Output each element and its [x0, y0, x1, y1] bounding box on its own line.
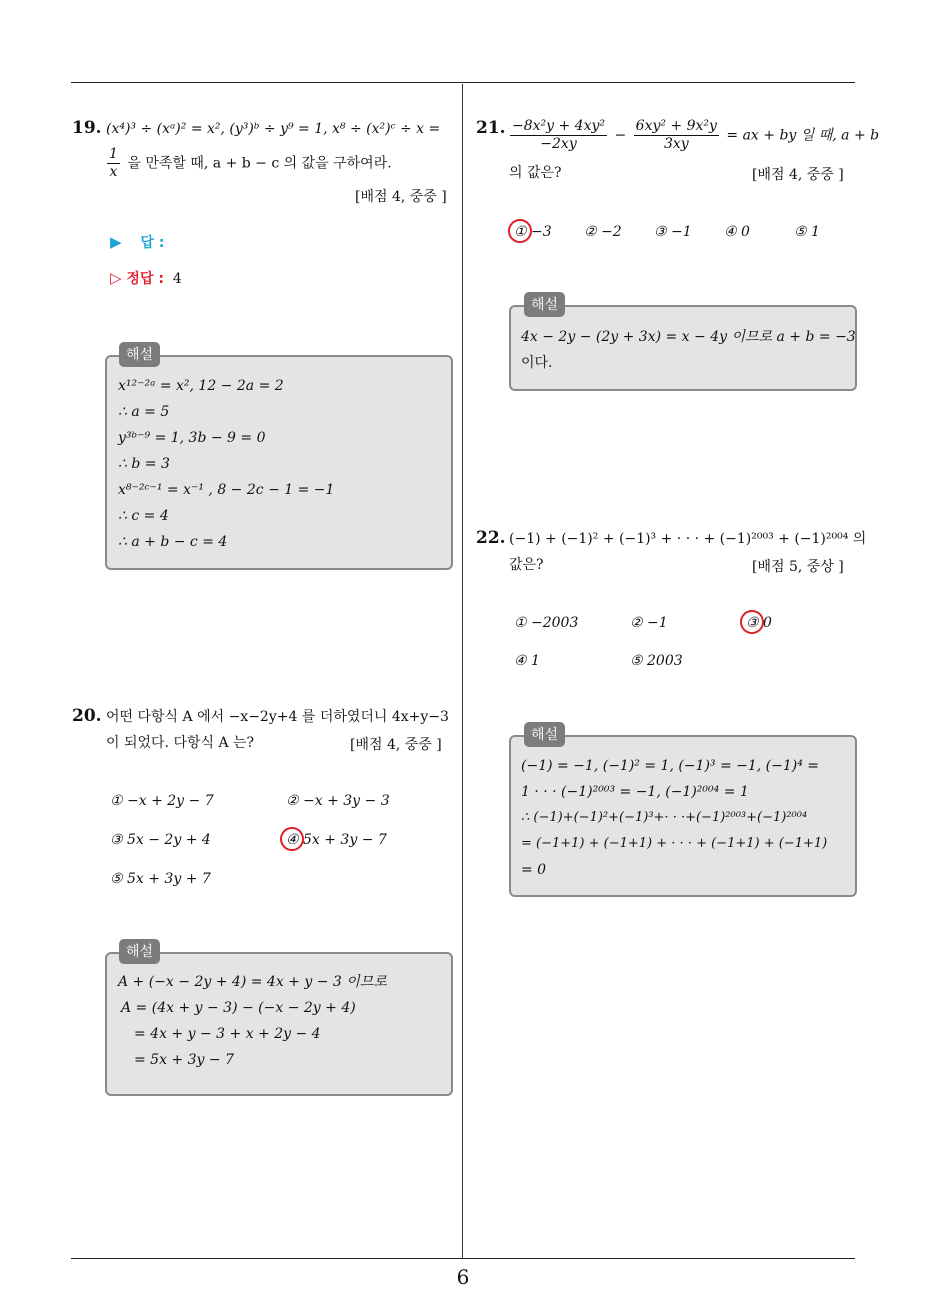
q22-line1: (−1) + (−1)² + (−1)³ + · · · + (−1)²⁰⁰³ + (−1)²⁰⁰⁴ 의: [509, 531, 867, 547]
q22-answer-mark: [738, 608, 766, 636]
q19-correct-label: 정답 :: [126, 271, 164, 287]
q20-answer-mark: [278, 825, 306, 853]
q20-choice-1[interactable]: ① −x + 2y − 7: [110, 793, 214, 809]
q21-line2: 의 값은?: [509, 165, 562, 181]
q19-line2-text: 을 만족할 때, a + b − c 의 값을 구하여라.: [127, 155, 392, 172]
q19-answer-label: 답 :: [140, 235, 165, 251]
q20-line1: 어떤 다항식 A 에서 −x−2y+4 를 더하였더니 4x+y−3: [106, 709, 449, 725]
q22-sol-2: 1 · · · (−1)²⁰⁰³ = −1, (−1)²⁰⁰⁴ = 1: [521, 784, 749, 800]
q21-tail: = ax + by 일 때, a + b: [726, 127, 880, 144]
q19-frac-den: x: [109, 164, 118, 180]
q19-meta: [배점 4, 중중 ]: [355, 189, 447, 205]
q21-choice-4[interactable]: ④ 0: [724, 224, 750, 240]
q19-sol-2: ∴ a = 5: [118, 404, 170, 420]
q22-choice-3[interactable]: ③ 0: [746, 615, 772, 631]
q22-choice-2[interactable]: ② −1: [630, 615, 668, 631]
q19-sol-6: ∴ c = 4: [118, 508, 169, 524]
page-number: 6: [456, 1265, 470, 1289]
q21-frac1-den: −2xy: [540, 136, 577, 152]
q22-choice-5[interactable]: ⑤ 2003: [630, 653, 683, 669]
q19-line1: (x⁴)³ ÷ (xᵃ)² = x², (y³)ᵇ ÷ y⁹ = 1, x⁸ ÷ (x²)ᶜ ÷ x =: [106, 121, 441, 137]
q21-line1: [507, 118, 879, 153]
q21-number: 21.: [476, 118, 506, 138]
q19-answer-row: [110, 232, 164, 252]
q21-frac1-num: −8x²y + 4xy²: [512, 118, 606, 134]
q19-number: 19.: [72, 118, 102, 138]
q22-number: 22.: [476, 528, 506, 548]
q19-sol-7: ∴ a + b − c = 4: [118, 534, 228, 550]
q21-solution-tag: 해설: [524, 292, 565, 317]
play-outline-icon: ▷: [110, 269, 122, 287]
q22-solution-tag: 해설: [524, 722, 565, 747]
q19-sol-4: ∴ b = 3: [118, 456, 170, 472]
q20-line2: 이 되었다. 다항식 A 는?: [106, 735, 255, 751]
q21-sol-2: 이다.: [521, 355, 553, 371]
q22-sol-3: ∴ (−1)+(−1)²+(−1)³+· · ·+(−1)²⁰⁰³+(−1)²⁰⁰⁴: [521, 810, 808, 825]
q22-sol-1: (−1) = −1, (−1)² = 1, (−1)³ = −1, (−1)⁴ =: [521, 758, 820, 774]
q21-answer-mark: [506, 217, 534, 245]
q19-fraction: [107, 146, 120, 181]
play-icon: ▶: [110, 233, 122, 251]
q21-fraction-1: [510, 118, 607, 153]
q20-number: 20.: [72, 706, 102, 726]
column-divider: [462, 84, 463, 1258]
q21-minus: −: [614, 127, 627, 144]
q19-sol-1: x¹²⁻²ᵃ = x², 12 − 2a = 2: [118, 378, 284, 394]
q19-correct-value: 4: [172, 271, 182, 287]
q20-solution-tag: 해설: [119, 939, 160, 964]
top-rule: [71, 82, 855, 83]
q22-sol-5: = 0: [521, 862, 547, 878]
q21-sol-1: 4x − 2y − (2y + 3x) = x − 4y 이므로 a + b = −3: [521, 329, 856, 345]
q20-choice-3[interactable]: ③ 5x − 2y + 4: [110, 832, 211, 848]
q21-choice-2[interactable]: ② −2: [584, 224, 622, 240]
bottom-rule: [71, 1258, 855, 1259]
q19-sol-3: y³ᵇ⁻⁹ = 1, 3b − 9 = 0: [118, 430, 266, 446]
q21-choice-3[interactable]: ③ −1: [654, 224, 692, 240]
q21-choice-1[interactable]: ① −3: [514, 224, 552, 240]
q21-meta: [배점 4, 중중 ]: [752, 167, 844, 183]
q19-frac-num: 1: [109, 146, 118, 162]
q20-sol-1: A + (−x − 2y + 4) = 4x + y − 3 이므로: [118, 974, 387, 990]
q20-sol-3: = 4x + y − 3 + x + 2y − 4: [134, 1026, 321, 1042]
q21-frac2-den: 3xy: [663, 136, 689, 152]
q20-choice-4[interactable]: ④ 5x + 3y − 7: [286, 832, 387, 848]
q22-sol-4: = (−1+1) + (−1+1) + · · · + (−1+1) + (−1+1): [521, 836, 828, 851]
q19-solution-tag: 해설: [119, 342, 160, 367]
q19-correct-row: [110, 268, 182, 288]
q21-solution-box: [509, 305, 857, 391]
q22-choice-4[interactable]: ④ 1: [514, 653, 540, 669]
q22-line2: 값은?: [509, 557, 544, 573]
q19-sol-5: x⁸⁻²ᶜ⁻¹ = x⁻¹ , 8 − 2c − 1 = −1: [118, 482, 335, 498]
q22-meta: [배점 5, 중상 ]: [752, 559, 844, 575]
q19-line2: [104, 146, 392, 181]
q20-choice-2[interactable]: ② −x + 3y − 3: [286, 793, 390, 809]
q20-sol-4: = 5x + 3y − 7: [134, 1052, 234, 1068]
q21-fraction-2: [634, 118, 719, 153]
q22-choice-1[interactable]: ① −2003: [514, 615, 579, 631]
q20-choice-5[interactable]: ⑤ 5x + 3y + 7: [110, 871, 211, 887]
q21-frac2-num: 6xy² + 9x²y: [635, 118, 717, 134]
q20-sol-2: A = (4x + y − 3) − (−x − 2y + 4): [121, 1000, 356, 1016]
q21-choice-5[interactable]: ⑤ 1: [794, 224, 820, 240]
q20-meta: [배점 4, 중중 ]: [350, 737, 442, 753]
